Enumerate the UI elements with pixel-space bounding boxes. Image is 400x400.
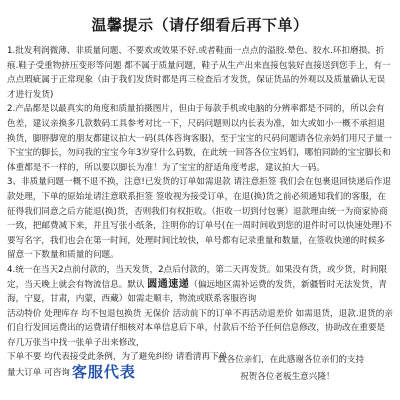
signature-line-2: 祝贺各位老板生意兴隆！	[240, 372, 335, 382]
paragraph-6: 下单不要 均代表接受此条例，为了避免纠纷 请看清再下单	[7, 352, 228, 363]
paragraph-2: 2.产品都是以最真实的角度和质量拍摄图片，但由于每款手机或电脑的分辨率都是不同的，所以会有色差，建议亲换多几款数码工具参考对比一下，尺码问题则以内长表为准，如大或如小一概不承担退换货，脚胖脚宽的朋友都建议拍大一码(具体咨询客服)，至于宝宝的尺码问题请各位亲妈们用尺子量一下宝宝的脚长，勿问我的宝宝今年3岁穿什么码数，在此统一回答各位宝妈们，哪怕同龄的宝宝脚长和体重都是不一样的，所以要以脚长为准！为了宝宝的舒适角度考虑，建议拍大一码。	[7, 104, 392, 173]
customer-service-label: 客服代表	[71, 363, 136, 382]
express-name: 圆通速递	[147, 278, 190, 290]
paragraph-4	[7, 263, 393, 307]
paragraph-4-tail: （偏远地区需补运费的发货，新疆暂时无法发货，青海，宁夏，甘肃，内蒙，西藏）如需走顺丰，物流或联系客服咨询	[7, 279, 387, 305]
bulk-order-text: 量大订单 可咨询	[7, 368, 70, 379]
paragraph-5: 活动特价 处理库存 均不包退包换货 无保价 活动前下的订单不再活动退差价 如需退货，退款.退货的亲们自行发回运费出的运费请仔细核对本单信息后下单，付款后不给予任何信息修改，协助改在重要是存几万张当中找一张单子出来修改，	[7, 308, 393, 348]
paragraph-3: 3、非质量问题一概不退不换，注意!已发货的订单如需退款 请注意拒签 我们会在包裹退回快递后作退款处理，下单的原始址请注意联系拒签 签收视为接受订单，在退(换)货之前必须通知我们的客服，在征得我们同意之后方能退(换)货，否则我们有权拒收。（拒收一切到付包裹）退款理由统一为商家协商一致，把邮费减下来，并且写张小纸条，注明你的订单号(在一周时间收到您的退件时可以快速处理)不要写名字，我们也会在第一时间，处理时间比较快，单号都有记录重量和数量，在签收快递的时候多留意一下数量和质量的问题。	[7, 177, 392, 261]
page-title: 温馨提示（请仔细看后再下单）	[91, 16, 309, 34]
paragraph-4-text: 4.统一在当天2点前付款的，当天发货，2点后付款的，第二天再发货。如果没有货，或少货，时间限定，当天晚上就会有物流信息。默认	[7, 264, 388, 290]
notice-body	[7, 44, 393, 381]
paragraph-1: 1.批发利润微薄、非质量问题、不要欢或效果不好.或者鞋面一点点的溢胶.晕色、胶水.环扣磨损、折痕.鞋子受重物挤压变形等问题 都不属于质量问题，鞋子从生产出来直接包装好直接送到您手上，有一点点瑕疵属于正常现象（由于我们发货时都是再三检查后才发货，保证货品的外观以及质量确认无误才进行发货)	[7, 46, 391, 100]
signature-line-1: 致各位亲们，在此感谢各位亲们的支持	[218, 355, 365, 365]
